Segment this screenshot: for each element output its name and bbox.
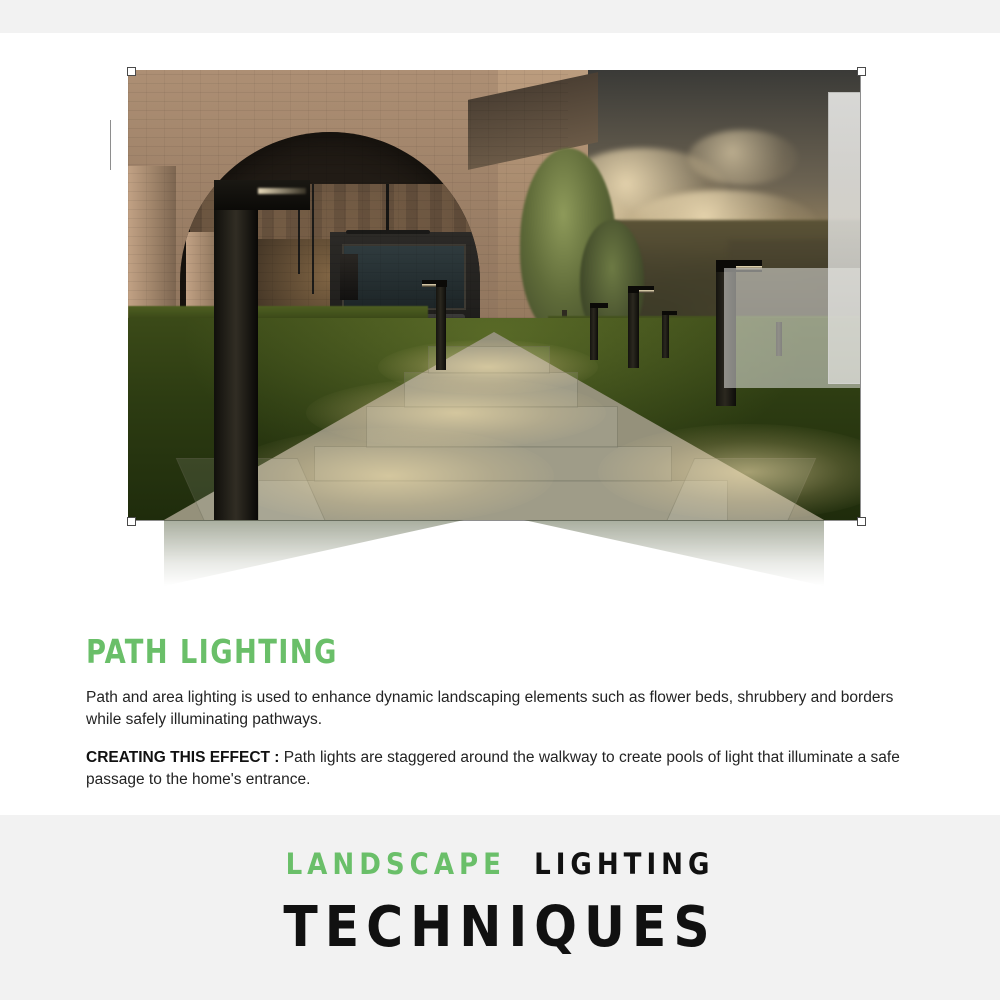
path-light-cap xyxy=(662,311,677,315)
text-block xyxy=(86,632,916,807)
path-light-bollard xyxy=(628,290,639,368)
paver xyxy=(428,346,550,374)
ceiling-fan-blade xyxy=(386,230,430,234)
foreground-path-light-head xyxy=(214,180,310,210)
paver xyxy=(314,446,672,482)
effect-paragraph xyxy=(86,747,914,791)
path-light-cap xyxy=(590,303,608,308)
hero-reflection xyxy=(128,520,860,586)
image-overlay-panel xyxy=(724,268,860,388)
page-title: PATH LIGHTING xyxy=(86,632,338,671)
description-paragraph: Path and area lighting is used to enhance dynamic landscaping elements such as flower beds, shrubbery and borders while safely illuminating pathways. xyxy=(86,689,894,728)
transform-handle-top-left[interactable] xyxy=(127,67,136,76)
interior-window xyxy=(342,244,466,310)
effect-label: CREATING THIS EFFECT : xyxy=(86,749,280,766)
pendant-cord xyxy=(312,184,314,294)
hero-canvas xyxy=(128,70,860,520)
effect-text: Path lights are staggered around the walkway to create pools of light that illuminate a safe passage to the home's entrance. xyxy=(86,749,900,788)
paver xyxy=(258,480,728,520)
footer-word-lighting: LIGHTING xyxy=(534,847,715,881)
path-light-bollard xyxy=(662,314,669,358)
path-light-bollard xyxy=(590,306,598,360)
transform-handle-top-right[interactable] xyxy=(857,67,866,76)
ceiling-fan-blade xyxy=(346,230,390,234)
paver xyxy=(404,372,578,408)
path-light-emitter xyxy=(422,284,436,287)
guide-line-right xyxy=(860,70,861,520)
foreground-path-light-emitter xyxy=(258,188,306,194)
foreground-path-light xyxy=(214,180,258,520)
footer-spacer xyxy=(520,847,534,881)
pendant-lantern xyxy=(340,254,358,300)
transform-handle-bottom-right[interactable] xyxy=(857,517,866,526)
footer xyxy=(0,815,1000,1000)
path-light-emitter xyxy=(639,290,654,293)
cloud xyxy=(688,130,798,185)
transform-handle-bottom-left[interactable] xyxy=(127,517,136,526)
footer-headline-bottom: TECHNIQUES xyxy=(283,895,717,960)
footer-word-landscape: LANDSCAPE xyxy=(285,847,506,881)
footer-headline-top xyxy=(0,847,1000,881)
ceiling-fan-rod xyxy=(386,184,389,232)
paver xyxy=(366,406,618,448)
path-light-bollard xyxy=(436,284,446,370)
guide-line-vertical-left xyxy=(110,120,111,170)
hero-image[interactable] xyxy=(96,60,916,590)
reflection-fade xyxy=(128,520,860,586)
